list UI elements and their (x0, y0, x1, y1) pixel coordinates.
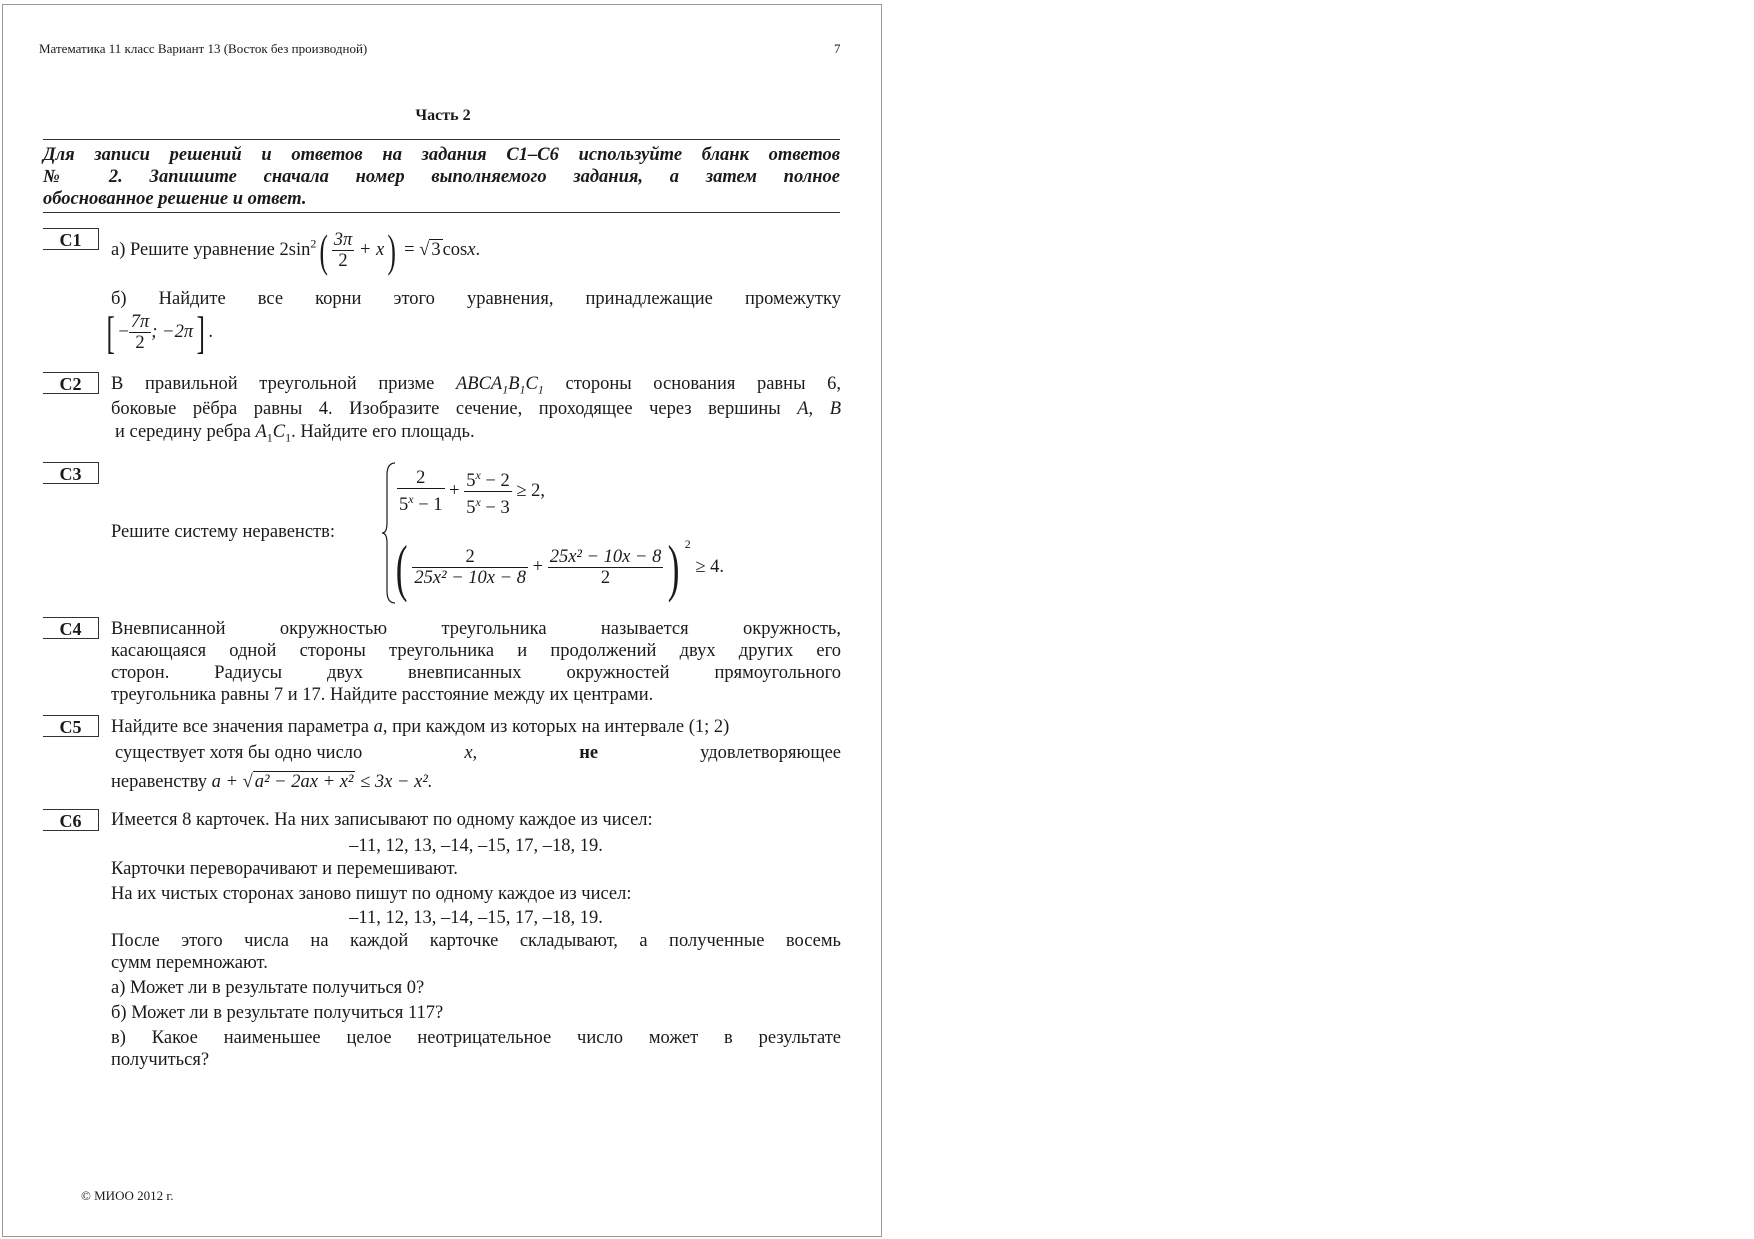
c2-edge-a: A (255, 422, 267, 442)
c6-question-c-line1: в) Какое наименьшее целое неотрицательное число может в результате (111, 1028, 841, 1048)
c2-edge-sub2: 1 (285, 430, 292, 445)
c6-line-2: Карточки переворачивают и перемешивают. (111, 859, 458, 879)
c5-ineq-a: a + (211, 772, 238, 792)
c3-i1-rhs: ≥ 2, (516, 480, 545, 501)
c5-line3-a: неравенству (111, 772, 207, 792)
c1-a-sqrt: 3 (431, 239, 441, 260)
c3-i1-f2-den-base: 5 (466, 498, 476, 519)
c5-line2-a: существует хотя бы одно число (115, 743, 363, 763)
c2-vertex-a: A (797, 399, 809, 419)
c2-line-2 (111, 398, 841, 420)
c3-i1-f2-den-exp: x (475, 495, 481, 510)
c1-b-frac-num: 7π (130, 312, 150, 332)
c2-vertex-b: B (829, 399, 842, 419)
c3-i2-f1-den: 25x² − 10x − 8 (414, 568, 526, 589)
c1-a-end: . (475, 239, 481, 260)
task-label-c1: С1 (43, 228, 99, 250)
c3-i1-f1-den-exp: x (408, 492, 414, 507)
c1-b-open-bracket: [ (106, 306, 115, 358)
task-label-c6: С6 (43, 809, 99, 831)
c2-line-3 (115, 421, 845, 449)
c5-line1-b: , при каждом из которых на интервале (1; 2) (382, 717, 730, 737)
c6-line-1: Имеется 8 карточек. На них записывают по одному каждое из чисел: (111, 810, 653, 830)
c1-a-frac-den: 2 (338, 251, 348, 271)
c6-question-a: а) Может ли в результате получиться 0? (111, 978, 425, 998)
c2-line3-b: . Найдите его площадь. (291, 422, 475, 442)
c6-line-3: На их чистых сторонах заново пишут по одному каждое из чисел: (111, 884, 632, 904)
c3-i1-f2-num-rest: − 2 (480, 471, 510, 492)
c6-numbers-1: –11, 12, 13, –14, –15, 17, –18, 19. (349, 836, 603, 856)
c2-comma: , (808, 399, 814, 419)
c4-line-4: треугольника равны 7 и 17. Найдите расстояние между их центрами. (111, 685, 654, 705)
c1-a-plus-x: + x (358, 239, 385, 260)
c2-edge-c: C (272, 422, 286, 442)
c2-edge-sub1: 1 (266, 430, 273, 445)
c2-prism (455, 374, 544, 397)
c5-param: a (373, 717, 383, 737)
c5-ineq-sqrt: a² − 2ax + x² (254, 772, 354, 792)
c6-line-4a: После этого числа на каждой карточке складывают, а полученные восемь (111, 931, 841, 951)
c6-line-4b: сумм перемножают. (111, 953, 268, 973)
c5-line-2 (115, 742, 841, 764)
c2-line2-a: боковые рёбра равны 4. Изобразите сечение, проходящее через вершины (111, 399, 781, 419)
c3-i2-f2-den: 2 (600, 568, 611, 589)
c2-prism-c: C (525, 374, 538, 394)
top-rule (43, 139, 840, 140)
c1-b-end: . (208, 321, 214, 342)
c3-i1-f1-den-base: 5 (399, 495, 409, 516)
c3-i2-f1-num: 2 (412, 547, 528, 568)
c4-line-2: касающаяся одной стороны треугольника и продолжений двух других его (111, 641, 841, 661)
c3-i2-open-paren: ( (395, 531, 408, 603)
instructions (43, 144, 840, 210)
task-label-c3: С3 (43, 462, 99, 484)
c1-part-b-interval (103, 306, 403, 358)
c3-inequality-1 (397, 465, 697, 518)
c3-i2-f2-num: 25x² − 10x − 8 (549, 547, 662, 568)
c3-i2-frac1 (412, 547, 528, 588)
c5-line2-b: удовлетворяющее (700, 743, 841, 763)
c1-open-paren: ( (319, 224, 329, 276)
c2-line3-a: и середину ребра (115, 422, 251, 442)
c1-b-fraction (129, 312, 152, 353)
c3-i1-frac1 (397, 468, 445, 515)
c3-inequality-2 (391, 531, 771, 603)
instructions-line-3: обоснованное решение и ответ. (43, 189, 307, 209)
c4-line-1: Вневписанной окружностью треугольника называется окружность, (111, 619, 841, 639)
c1-a-cos: cos (442, 239, 468, 260)
c1-a-exp: 2 (310, 236, 317, 251)
c6-question-c-line2: получиться? (111, 1050, 210, 1070)
c2-prism-a: ABCA (455, 374, 503, 394)
task-label-c4: С4 (43, 617, 99, 639)
c2-line1-a: В правильной треугольной призме (111, 374, 435, 394)
c3-i1-f2-num (464, 465, 512, 492)
c5-bold-word: не (579, 743, 599, 763)
c1-part-b-line1: б) Найдите все корни этого уравнения, принадлежащие промежутку (111, 289, 841, 309)
c2-prism-sub2: 1 (519, 382, 526, 397)
page-number: 7 (834, 41, 841, 56)
c5-line-3: неравенству a + √ a² − 2ax + x² ≤ 3x − x². (111, 772, 433, 792)
c6-question-b: б) Может ли в результате получиться 117? (111, 1003, 444, 1023)
c3-i2-frac2 (548, 547, 664, 588)
c3-i1-plus: + (449, 480, 460, 501)
c1-b-frac-den: 2 (135, 333, 145, 353)
bottom-rule (43, 212, 840, 213)
c3-i1-f2-den-rest: − 3 (480, 498, 510, 519)
c1-b-rest: ; −2π (151, 321, 194, 342)
c1-b-minus: − (118, 321, 129, 342)
c2-line-1 (111, 373, 841, 401)
c1-a-eq: = (404, 239, 415, 260)
c1-close-paren: ) (387, 224, 397, 276)
c5-ineq-rest: ≤ 3x − x². (360, 772, 433, 792)
task-label-c5: С5 (43, 715, 99, 737)
c3-i1-f1-den (397, 489, 445, 515)
c1-a-fraction (332, 230, 355, 271)
c1-a-prefix: а) Решите уравнение 2sin (111, 239, 311, 260)
c5-line-1 (111, 716, 841, 738)
c1-part-a: а) Решите уравнение $2\sin^2$( $\frac{3\pi}{2}$ + x) = √ 3 cosx. (111, 224, 481, 276)
c3-i2-plus: + (532, 557, 544, 577)
c1-a-cos-var: x (467, 239, 476, 260)
instructions-line-2: № 2. Запишите сначала номер выполняемого задания, а затем полное (43, 167, 840, 187)
instructions-line-1: Для записи решений и ответов на задания С1–С6 используйте бланк ответов (43, 145, 840, 165)
c5-line1-a: Найдите все значения параметра (111, 717, 369, 737)
c1-b-close-bracket: ] (196, 306, 205, 358)
c3-i1-frac2 (464, 465, 512, 518)
c1-a-frac-num: 3π (333, 230, 353, 250)
c4-line-3: сторон. Радиусы двух вневписанных окружностей прямоугольного (111, 663, 841, 683)
c3-i1-f2-den (464, 492, 512, 518)
c3-i2-close-paren: ) (668, 531, 680, 603)
c6-numbers-2: –11, 12, 13, –14, –15, 17, –18, 19. (349, 908, 603, 928)
c2-prism-b: B (508, 374, 520, 394)
c2-line1-b: стороны основания равны 6, (565, 374, 841, 394)
task-label-c2: С2 (43, 372, 99, 394)
c3-prompt: Решите систему неравенств: (111, 522, 336, 542)
c5-var-x: x, (464, 743, 478, 763)
c3-i1-f2-num-exp: x (475, 468, 481, 482)
header-title: Математика 11 класс Вариант 13 (Восток без производной) (39, 41, 368, 56)
document-page (2, 4, 882, 1237)
c2-prism-sub3: 1 (537, 382, 544, 397)
c3-i1-f2-num-base: 5 (466, 471, 476, 492)
part-title: Часть 2 (415, 107, 471, 124)
c3-i2-exp: 2 (684, 537, 691, 551)
c3-i1-f1-den-rest: − 1 (413, 495, 443, 516)
footer-copyright: © МИОО 2012 г. (81, 1188, 174, 1203)
c3-i1-f1-num: 2 (397, 468, 445, 489)
c3-i2-rhs: ≥ 4. (695, 557, 724, 577)
c2-prism-sub1: 1 (502, 382, 509, 397)
